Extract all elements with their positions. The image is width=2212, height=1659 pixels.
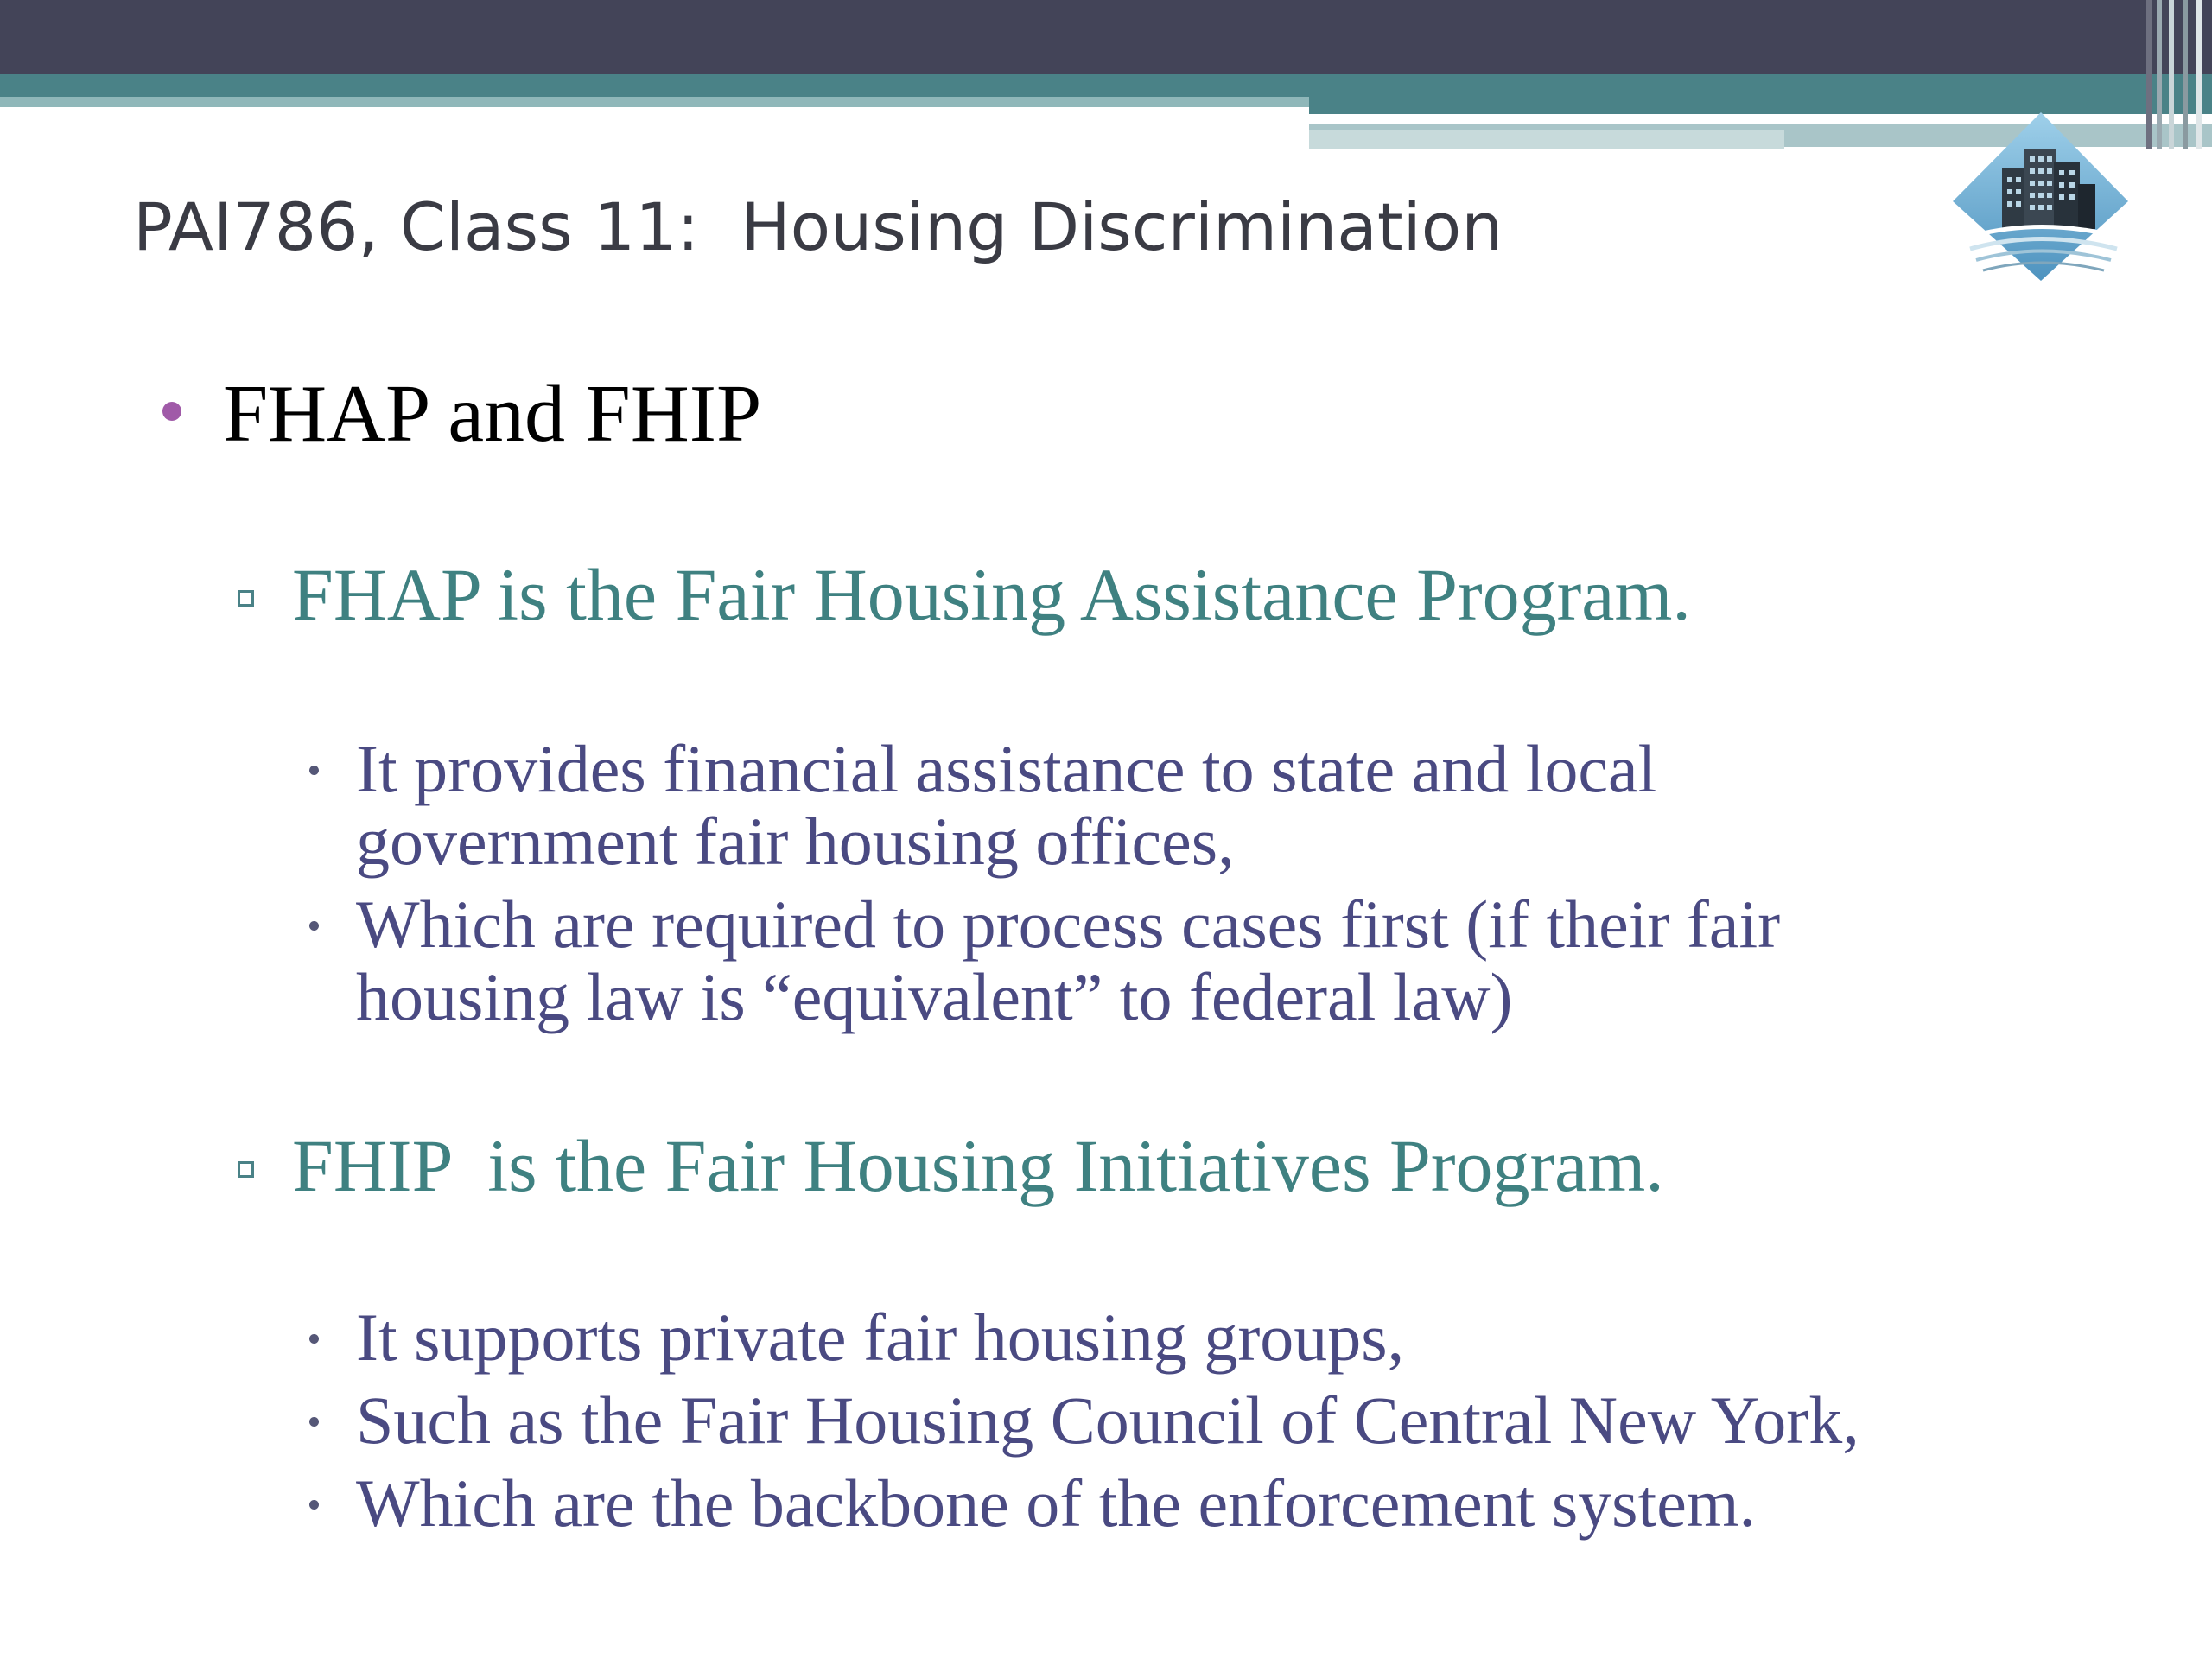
point-fhip-1: It supports private fair housing groups, [356,1300,1405,1375]
small-bullet-icon [309,1334,319,1344]
section-heading-fhap: FHAP is the Fair Housing Assistance Program. [292,553,1691,636]
point-fhap-2-line1: Which are required to process cases first (if their fair [356,887,1781,962]
section-heading-fhip: FHIP is the Fair Housing Initiatives Program. [292,1124,1664,1207]
bullet-level1-text: FHAP and FHIP [223,369,762,459]
square-bullet-icon [238,590,254,607]
small-bullet-icon [309,1500,319,1510]
point-fhip-3: Which are the backbone of the enforcement system. [356,1465,1756,1541]
square-bullet-icon [238,1161,254,1178]
point-fhap-2-line2: housing law is “equivalent” to federal law) [356,959,1513,1034]
slide-title: PAI786, Class 11: Housing Discrimination [133,188,1503,265]
small-bullet-icon [309,766,319,775]
small-bullet-icon [309,1417,319,1427]
small-bullet-icon [309,921,319,931]
point-fhap-1-line2: government fair housing offices, [356,804,1235,879]
bullet-dot-icon [162,402,181,421]
point-fhip-2: Such as the Fair Housing Council of Central New York, [356,1382,1859,1458]
point-fhap-1-line1: It provides financial assistance to state and local [356,731,1657,806]
